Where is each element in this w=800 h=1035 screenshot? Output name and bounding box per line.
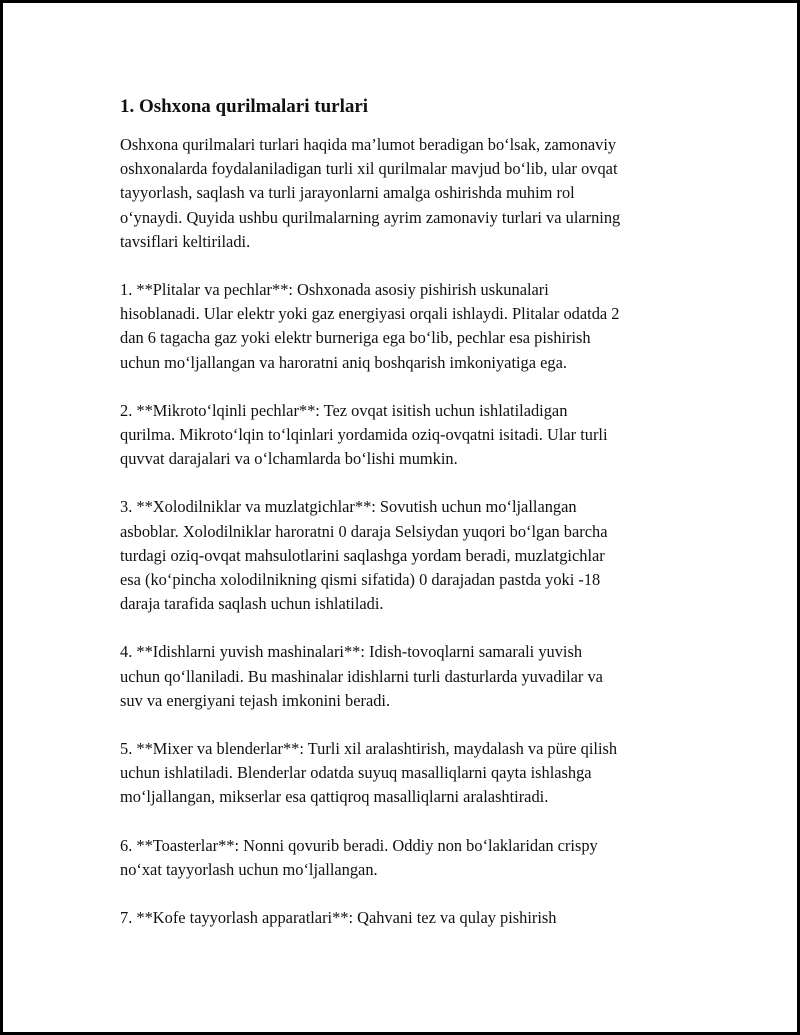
list-item-paragraph — [120, 906, 690, 930]
list-item-paragraph — [120, 278, 690, 375]
list-item-paragraph — [120, 640, 690, 713]
text-line: 2. **Mikroto‘lqinli pechlar**: Tez ovqat isitish uchun ishlatiladigan — [120, 400, 568, 420]
text-line: 1. **Plitalar va pechlar**: Oshxonada asosiy pishirish uskunalari — [120, 280, 549, 300]
intro-paragraph — [120, 133, 690, 254]
text-line: 3. **Xolodilniklar va muzlatgichlar**: Sovutish uchun mo‘ljallangan — [120, 497, 577, 517]
text-line: 4. **Idishlarni yuvish mashinalari**: Idish-tovoqlarni samarali yuvish — [120, 642, 583, 662]
text-line: asboblar. Xolodilniklar haroratni 0 daraja Selsiydan yuqori bo‘lgan barcha — [120, 521, 608, 541]
list-item-paragraph — [120, 834, 690, 882]
text-line: quvvat darajalari va o‘lchamlarda bo‘lishi mumkin. — [120, 449, 458, 469]
list-item-paragraph — [120, 495, 690, 616]
text-line: no‘xat tayyorlash uchun mo‘ljallangan. — [120, 859, 378, 879]
text-line: esa (ko‘pincha xolodilnikning qismi sifatida) 0 darajadan pastda yoki -18 — [120, 570, 601, 590]
text-line: tavsiflari keltiriladi. — [120, 231, 251, 251]
text-line: o‘ynaydi. Quyida ushbu qurilmalarning ayrim zamonaviy turlari va ularning — [120, 207, 621, 227]
text-line: dan 6 tagacha gaz yoki elektr burneriga ega bo‘lib, pechlar esa pishirish — [120, 328, 591, 348]
text-line: daraja tarafida saqlash uchun ishlatiladi. — [120, 594, 384, 614]
text-line: tayyorlash, saqlash va turli jarayonlarni amalga oshirishda muhim rol — [120, 183, 575, 203]
text-line: oshxonalarda foydalaniladigan turli xil qurilmalar mavjud bo‘lib, ular ovqat — [120, 159, 618, 179]
text-line: 6. **Toasterlar**: Nonni qovurib beradi. Oddiy non bo‘laklaridan crispy — [120, 835, 598, 855]
list-item-paragraph — [120, 737, 690, 810]
text-line: Oshxona qurilmalari turlari haqida ma’lumot beradigan bo‘lsak, zamonaviy — [120, 135, 617, 154]
section-heading: 1. Oshxona qurilmalari turlari — [120, 96, 369, 117]
text-line: uchun ishlatiladi. Blenderlar odatda suyuq masalliqlarni qayta ishlashga — [120, 763, 592, 783]
text-line: 7. **Kofe tayyorlash apparatlari**: Qahvani tez va qulay pishirish — [120, 908, 557, 928]
list-item-paragraph — [120, 399, 690, 472]
text-line: hisoblanadi. Ular elektr yoki gaz energiyasi orqali ishlaydi. Plitalar odatda 2 — [120, 304, 620, 324]
text-line: uchun mo‘ljallangan va haroratni aniq boshqarish imkoniyatiga ega. — [120, 352, 567, 372]
text-line: mo‘ljallangan, mikserlar esa qattiqroq masalliqlarni aralashtiradi. — [120, 787, 549, 807]
text-line: 5. **Mixer va blenderlar**: Turli xil aralashtirish, maydalash va püre qilish — [120, 739, 618, 759]
text-line: qurilma. Mikroto‘lqin to‘lqinlari yordamida oziq-ovqatni isitadi. Ular turli — [120, 425, 608, 445]
text-line: turdagi oziq-ovqat mahsulotlarini saqlashga yordam beradi, muzlatgichlar — [120, 545, 605, 565]
document-body — [120, 93, 690, 954]
text-line: suv va energiyani tejash imkonini beradi. — [120, 690, 391, 710]
text-line: uchun qo‘llaniladi. Bu mashinalar idishlarni turli dasturlarda yuvadilar va — [120, 666, 603, 686]
